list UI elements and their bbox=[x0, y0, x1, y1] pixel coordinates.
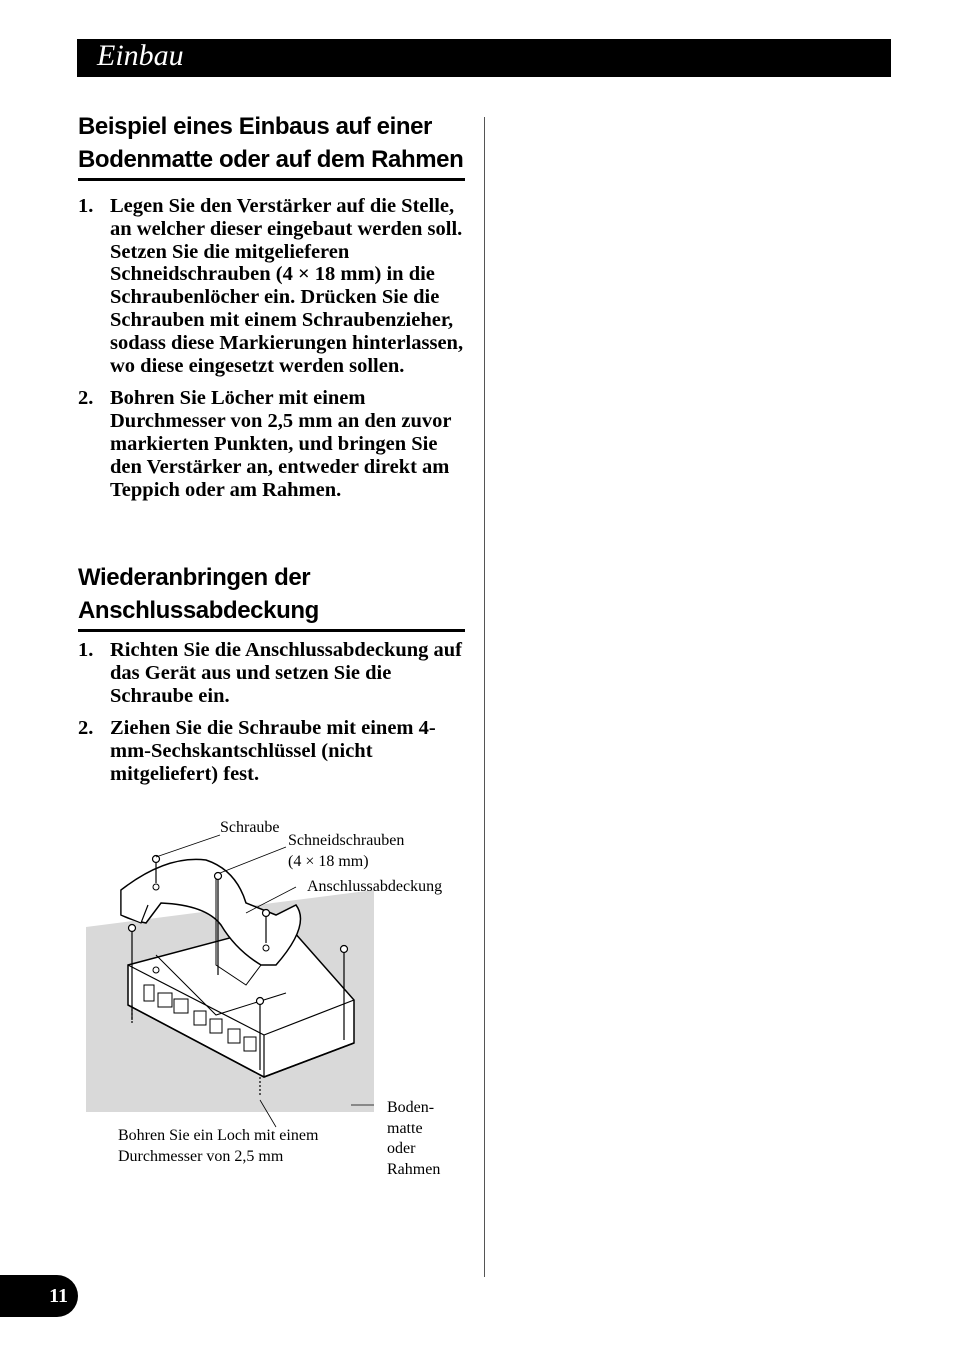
step-text: Richten Sie die Anschlussabdeckung auf das Gerät aus und setzen Sie die Schraube ein. bbox=[110, 639, 463, 707]
heading-line: Wiederanbringen der bbox=[78, 564, 311, 591]
step-number: 2. bbox=[78, 387, 94, 410]
list-item bbox=[78, 717, 470, 785]
heading-line: Bodenmatte oder auf dem Rahmen bbox=[78, 146, 464, 173]
step-number: 1. bbox=[78, 195, 94, 217]
callout-line: (4 × 18 mm) bbox=[288, 852, 369, 870]
step-number: 2. bbox=[78, 717, 94, 740]
list-item bbox=[78, 195, 470, 377]
section-heading-installation bbox=[78, 110, 465, 181]
section-heading-terminal-cover bbox=[78, 561, 465, 632]
installation-figure bbox=[86, 815, 486, 1195]
heading-line: Beispiel eines Einbaus auf einer bbox=[78, 113, 432, 140]
page-title: Einbau bbox=[97, 39, 184, 72]
list-item bbox=[78, 387, 470, 501]
callout-screw: Schraube bbox=[220, 819, 280, 836]
page-number: 11 bbox=[49, 1285, 68, 1307]
page-number-tab bbox=[0, 1275, 78, 1317]
callout-tapping-screws bbox=[288, 831, 404, 872]
callout-line: oder bbox=[387, 1140, 416, 1157]
callout-line: Rahmen bbox=[387, 1160, 441, 1178]
step-number: 1. bbox=[78, 639, 94, 661]
callout-terminal-cover: Anschlussabdeckung bbox=[307, 878, 443, 895]
callout-line: Bohren Sie ein Loch mit einem bbox=[118, 1127, 319, 1144]
callout-floor-mat bbox=[387, 1098, 440, 1180]
callout-line: matte bbox=[387, 1119, 423, 1137]
callout-line: Boden- bbox=[387, 1099, 435, 1116]
heading-line: Anschlussabdeckung bbox=[78, 597, 319, 624]
callout-line: Durchmesser von 2,5 mm bbox=[118, 1147, 284, 1165]
callout-drill-hole bbox=[118, 1126, 318, 1167]
header-bar bbox=[77, 39, 891, 77]
step-text: Ziehen Sie die Schraube mit einem 4-mm-Sechskantschlüssel (nicht mitgeliefert) fest. bbox=[110, 717, 436, 785]
step-text: Legen Sie den Verstärker auf die Stelle, an welcher dieser eingebaut werden soll. Setzen Sie die mitgelieferen Schneidschrauben (4 × 18 mm) in die Schraubenlöcher ein. Drücken Sie die Schrauben mit einem Schraubenzieher, sodass diese Markierungen hinterlassen, wo diese eingesetzt werden sollen. bbox=[110, 195, 464, 377]
installation-steps bbox=[78, 195, 470, 511]
callout-line: Schneidschrauben bbox=[288, 832, 405, 849]
step-text: Bohren Sie Löcher mit einem Durchmesser von 2,5 mm an den zuvor markierten Punkten, und bringen Sie den Verstärker an, entweder direkt am Teppich oder am Rahmen. bbox=[110, 387, 452, 501]
cover-steps bbox=[78, 639, 470, 796]
list-item bbox=[78, 639, 470, 707]
